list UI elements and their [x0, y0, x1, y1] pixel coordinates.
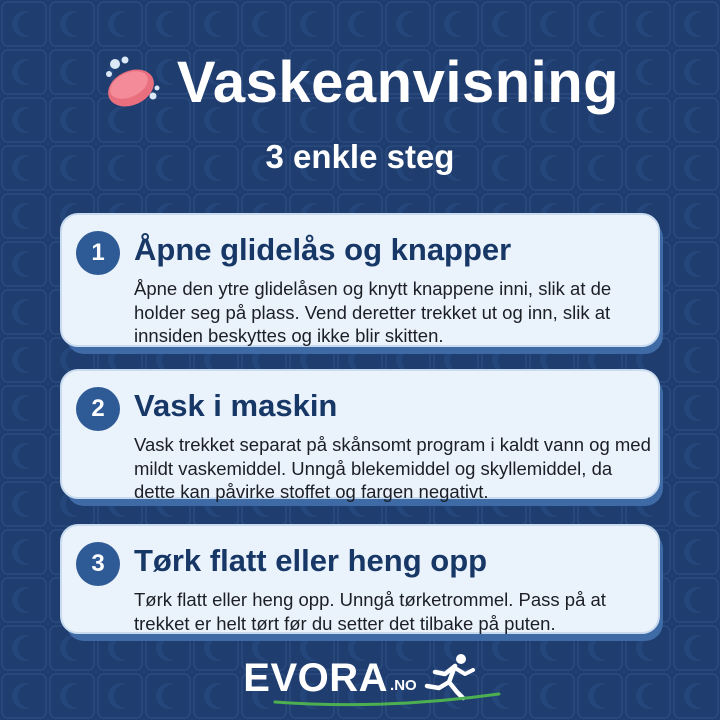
step-number-badge: 2 — [76, 387, 120, 431]
step-number-badge: 1 — [76, 231, 120, 275]
step-description: Åpne den ytre glidelåsen og knytt knappene inni, slik at de holder seg på plass. Vend deretter trekket ut og inn, slik at innsiden beskyttes og ikke blir skitten. — [134, 278, 612, 346]
step-number-badge: 3 — [76, 542, 120, 586]
step-card-1 — [60, 213, 660, 347]
step-card-2 — [60, 369, 660, 502]
soap-icon — [101, 52, 163, 114]
logo-swoosh — [273, 692, 503, 708]
header — [0, 52, 720, 114]
step-title: Tørk flatt eller heng opp — [134, 543, 488, 578]
brand-logo — [0, 652, 720, 698]
page-title: Vaskeanvisning — [176, 50, 620, 115]
step-title: Åpne glidelås og knapper — [134, 232, 512, 267]
step-card-3 — [60, 524, 660, 634]
step-title: Vask i maskin — [134, 388, 338, 423]
step-description: Tørk flatt eller heng opp. Unngå tørketrommel. Pass på at trekket er helt tørt før du setter det tilbake på puten. — [134, 589, 606, 634]
logo-tld: .NO — [390, 677, 417, 694]
step-description: Vask trekket separat på skånsomt program i kaldt vann og med mildt vaskemiddel. Unngå blekemiddel og skyllemiddel, da dette kan påvirke stoffet og fargen negativt. — [134, 434, 651, 502]
logo-name: EVORA — [243, 656, 389, 700]
page-subtitle: 3 enkle steg — [265, 138, 455, 175]
